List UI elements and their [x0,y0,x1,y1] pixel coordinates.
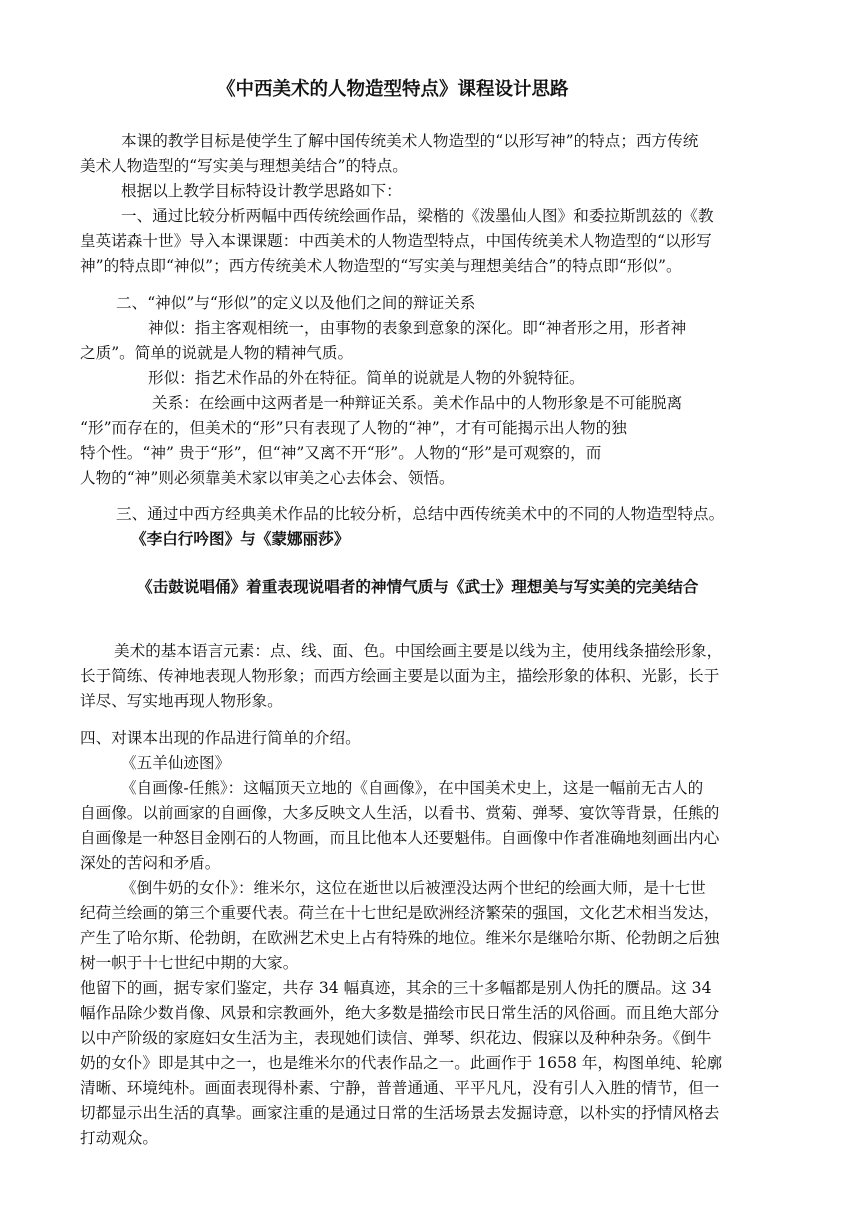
section-2-line: 神似：指主客观相统一，由事物的表象到意象的深化。即“神者形之用，形者神 [148,319,687,337]
language-line: 美术的基本语言元素：点、线、面、色。中国绘画主要是以线为主，使用线条描绘形象， [114,642,723,660]
section-4-line: 深处的苦闷和矛盾。 [80,854,221,872]
section-4-line: 以中产阶级的家庭妇女生活为主，表现她们读信、弹琴、织花边、假寐以及种种杂务。《倒牛 [80,1029,712,1047]
section-4-line: 《五羊仙迹图》 [121,754,231,772]
section-4-line: 《倒牛奶的女仆》：维米尔，这位在逝世以后被湮没达两个世纪的绘画大师，是十七世 [121,879,706,897]
section-4-line: 切都显示出生活的真挚。画家注重的是通过日常的生活场景去发掘诗意，以朴实的抒情风格去 [80,1104,720,1122]
section-2-line: 关系：在绘画中这两者是一种辩证关系。美术作品中的人物形象是不可能脱离 [152,394,683,412]
page-title: 《中西美术的人物造型特点》课程设计思路 [217,79,569,100]
artwork-comparison: 《李白行吟图》与《蒙娜丽莎》 [131,529,350,548]
section-2-line: “形”而存在的，但美术的“形”只有表现了人物的“神”，才有可能揭示出人物的独 [80,419,627,437]
section-4-line: 自画像是一种怒目金刚石的人物画，而且比他本人还要魁伟。自画像中作者准确地刻画出内心 [80,829,720,847]
section-4-line: 清晰、环境纯朴。画面表现得朴素、宁静，普普通通、平平凡凡，没有引人入胜的情节，但一 [80,1079,720,1097]
intro-line: 美术人物造型的“写实美与理想美结合”的特点。 [80,157,408,175]
section-4-line: 纪荷兰绘画的第三个重要代表。荷兰在十七世纪是欧洲经济繁荣的强国，文化艺术相当发达， [80,904,720,922]
section-2-line: 之质”。简单的说就是人物的精神气质。 [80,344,354,362]
section-4-line: 产生了哈尔斯、伦勃朗，在欧洲艺术史上占有特殊的地位。维米尔是继哈尔斯、伦勃朗之后独 [80,929,720,947]
section-4-line: 幅作品除少数肖像、风景和宗教画外，绝大多数是描绘市民日常生活的风俗画。而且绝大部分 [80,1004,720,1022]
section-2-line: 人物的“神”则必须靠美术家以审美之心去体会、领悟。 [80,469,455,487]
section-4-line: 树一帜于十七世纪中期的大家。 [80,954,299,972]
section-4-line: 自画像。以前画家的自画像，大多反映文人生活，以看书、赏菊、弹琴、宴饮等背景，任熊的 [80,804,720,822]
section-4-line: 打动观众。 [80,1129,158,1147]
section-4-line: 奶的女仆》即是其中之一，也是维米尔的代表作品之一。此画作于 1658 年，构图单纯、轮廓 [80,1054,723,1072]
section-1-line: 皇英诺森十世》导入本课课题：中西美术的人物造型特点，中国传统美术人物造型的“以形写 [80,232,712,250]
section-2-line: 形似：指艺术作品的外在特征。简单的说就是人物的外貌特征。 [148,369,585,387]
section-3-heading: 三、通过中西方经典美术作品的比较分析，总结中西传统美术中的不同的人物造型特点。 [116,505,725,523]
section-4-line: 他留下的画，据专家们鉴定，共存 34 幅真迹，其余的三十多幅都是别人伪托的赝品。这 34 [80,979,712,997]
language-line: 长于简练、传神地表现人物形象；而西方绘画主要是以面为主，描绘形象的体积、光影，长于 [80,667,720,685]
section-4-heading: 四、对课本出现的作品进行简单的介绍。 [80,729,361,747]
section-2-heading: 二、“神似”与“形似”的定义以及他们之间的辩证关系 [116,294,476,312]
section-1-line: 一、通过比较分析两幅中西传统绘画作品，梁楷的《泼墨仙人图》和委拉斯凯兹的《教 [121,207,714,225]
artwork-comparison: 《击鼓说唱俑》着重表现说唱者的神情气质与《武士》理想美与写实美的完美结合 [137,577,699,596]
language-line: 详尽、写实地再现人物形象。 [80,692,283,710]
intro-line: 根据以上教学目标特设计教学思路如下： [121,182,402,200]
section-2-line: 特个性。“神” 贵于“形”，但“神”又离不开“形”。人物的“形”是可观察的，而 [80,444,602,462]
section-4-line: 《自画像-任熊》：这幅顶天立地的《自画像》，在中国美术史上，这是一幅前无古人的 [121,779,704,797]
intro-line: 本课的教学目标是使学生了解中国传统美术人物造型的“以形写神”的特点；西方传统 [121,132,699,150]
section-1-line: 神”的特点即“神似”；西方传统美术人物造型的“写实美与理想美结合”的特点即“形似”。 [80,257,682,275]
